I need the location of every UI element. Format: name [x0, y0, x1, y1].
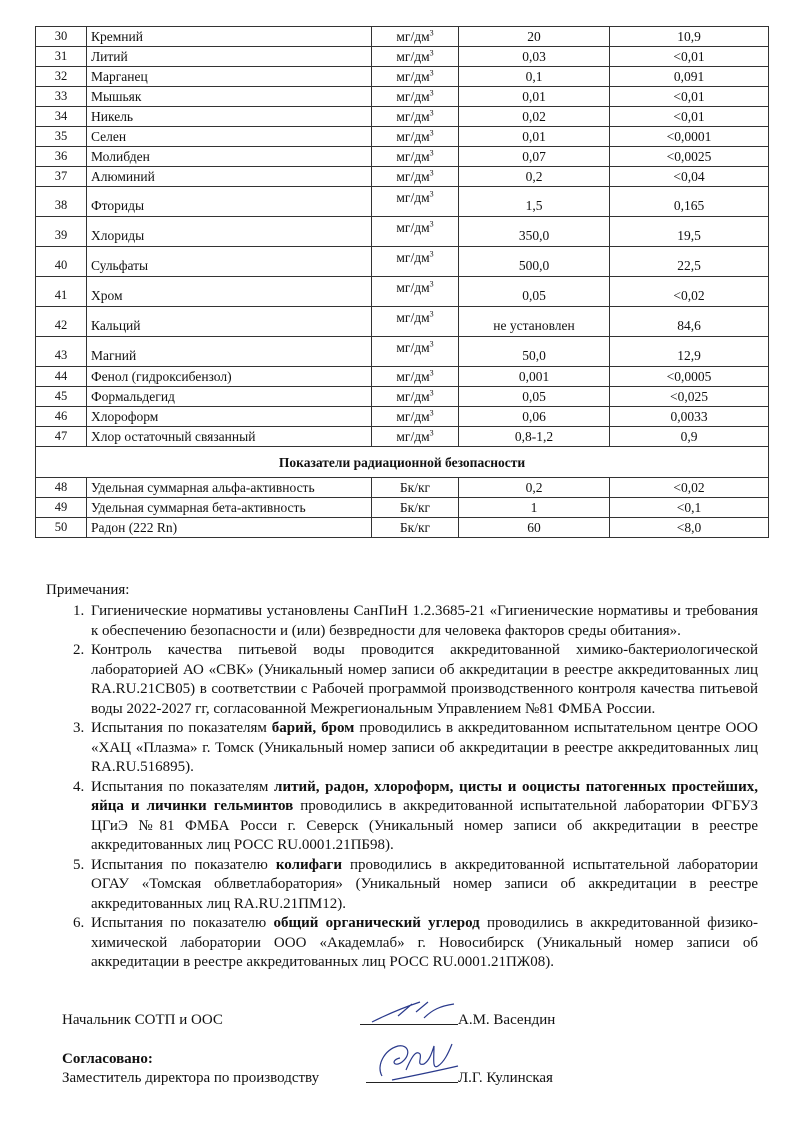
unit-cell	[372, 167, 459, 187]
row-number-cell	[36, 47, 87, 67]
result-value-cell	[610, 107, 769, 127]
unit: мг/дм	[396, 89, 430, 104]
result-value-cell	[610, 187, 769, 217]
table-row	[36, 47, 769, 67]
unit: мг/дм	[396, 220, 430, 235]
note-item	[88, 719, 758, 778]
unit-exponent: 3	[429, 408, 434, 418]
note-text-pre: Гигиенические нормативы установлены СанПиН 1.2.3685-21 «Гигиенические нормативы и требования к обеспечению безопасности и (или) безвредности для человека факторов среды обитания».	[91, 603, 758, 639]
indicator-name-cell	[87, 87, 372, 107]
note-text-bold: барий, бром	[271, 720, 355, 736]
indicator-name: Никель	[91, 109, 134, 124]
norm-value-cell	[459, 478, 610, 498]
row-number-cell	[36, 427, 87, 447]
row-number: 31	[54, 49, 68, 63]
unit-exponent: 3	[429, 148, 434, 158]
unit-exponent: 3	[429, 388, 434, 398]
unit: мг/дм	[396, 149, 430, 164]
unit: мг/дм	[396, 129, 430, 144]
notes-title: Примечания:	[46, 582, 130, 598]
norm-value-cell	[459, 307, 610, 337]
note-text-pre: Контроль качества питьевой воды проводится аккредитованной химико-бактериологической лабораторией АО «СВК» (Уникальный номер записи об аккредитации в реестре аккредитованных лиц RA.RU.21СВ05) в соответствии с Рабочей программой производственного контроля качества питьевой воды 2022-2027 гг, согласованной Межрегиональным Управлением №81 ФМБА России.	[91, 642, 758, 717]
unit-exponent: 3	[429, 309, 434, 319]
result-value-cell	[610, 307, 769, 337]
unit-cell	[372, 87, 459, 107]
result-value: 84,6	[677, 318, 701, 333]
unit-exponent: 3	[429, 368, 434, 378]
row-number: 32	[54, 69, 68, 83]
row-number: 40	[54, 258, 68, 272]
unit-cell	[372, 147, 459, 167]
norm-value-cell	[459, 27, 610, 47]
result-value-cell	[610, 27, 769, 47]
result-value-cell	[610, 367, 769, 387]
indicator-name: Кальций	[91, 318, 141, 333]
unit-cell	[372, 498, 459, 518]
row-number: 45	[54, 389, 68, 403]
indicator-name: Фториды	[91, 198, 145, 213]
unit-exponent: 3	[429, 189, 434, 199]
indicator-name: Молибден	[91, 149, 150, 164]
table-row	[36, 498, 769, 518]
indicator-name: Удельная суммарная бета-активность	[91, 500, 306, 515]
unit-cell	[372, 187, 459, 217]
indicator-name-cell	[87, 498, 372, 518]
norm-value: 0,01	[522, 89, 546, 104]
unit: мг/дм	[396, 69, 430, 84]
row-number-cell	[36, 217, 87, 247]
result-value: <0,1	[676, 500, 702, 515]
norm-value-cell	[459, 498, 610, 518]
table-row	[36, 478, 769, 498]
result-value: <0,0005	[666, 369, 712, 384]
unit: мг/дм	[396, 190, 430, 205]
indicator-name-cell	[87, 127, 372, 147]
table-body	[36, 27, 769, 538]
note-text-pre: Испытания по показателю	[91, 856, 276, 873]
row-number: 50	[54, 520, 68, 534]
norm-value-cell	[459, 127, 610, 147]
unit: Бк/кг	[399, 520, 431, 535]
result-value: <0,0001	[666, 129, 712, 144]
row-number: 44	[54, 369, 68, 383]
section-title: Показатели радиационной безопасности	[36, 447, 769, 478]
row-number-cell	[36, 498, 87, 518]
row-number: 37	[54, 169, 68, 183]
deputy-signature	[372, 1036, 462, 1086]
row-number-cell	[36, 307, 87, 337]
table-row	[36, 427, 769, 447]
result-value: <0,0025	[666, 149, 712, 164]
unit-exponent: 3	[429, 279, 434, 289]
unit-cell	[372, 337, 459, 367]
indicator-name: Хлориды	[91, 228, 145, 243]
unit: мг/дм	[396, 49, 430, 64]
indicator-name: Хлороформ	[91, 409, 159, 424]
norm-value-cell	[459, 518, 610, 538]
row-number: 34	[54, 109, 68, 123]
indicator-name-cell	[87, 147, 372, 167]
norm-value-cell	[459, 247, 610, 277]
result-value-cell	[610, 247, 769, 277]
approved-label: Согласовано:	[62, 1051, 153, 1067]
note-text-bold: литий, радон, хлороформ, цисты и ооцисты патогенных простейших, яйца и личинки гельминтов	[91, 778, 758, 814]
result-value: 0,165	[673, 198, 705, 213]
unit: мг/дм	[396, 310, 430, 325]
result-value-cell	[610, 167, 769, 187]
note-item	[88, 778, 758, 856]
row-number-cell	[36, 67, 87, 87]
norm-value: 60	[527, 520, 541, 535]
norm-value-cell	[459, 107, 610, 127]
norm-value-cell	[459, 277, 610, 307]
table-row	[36, 518, 769, 538]
row-number: 41	[54, 288, 68, 302]
unit: мг/дм	[396, 109, 430, 124]
result-value: 12,9	[677, 348, 701, 363]
indicator-name: Удельная суммарная альфа-активность	[91, 480, 315, 495]
head-signature	[368, 996, 458, 1026]
unit: Бк/кг	[399, 500, 431, 515]
result-value: 0,0033	[670, 409, 708, 424]
note-text-bold: общий органический углерод	[273, 915, 480, 931]
row-number-cell	[36, 407, 87, 427]
norm-value: 0,2	[525, 169, 543, 184]
result-value: 0,9	[680, 429, 698, 444]
unit-exponent: 3	[429, 168, 434, 178]
unit-cell	[372, 407, 459, 427]
notes-list	[46, 602, 758, 973]
result-value-cell	[610, 498, 769, 518]
unit-exponent: 3	[429, 128, 434, 138]
table-row	[36, 27, 769, 47]
norm-value-cell	[459, 387, 610, 407]
result-value-cell	[610, 478, 769, 498]
note-item	[88, 856, 758, 915]
unit-exponent: 3	[429, 48, 434, 58]
table-row	[36, 127, 769, 147]
norm-value: 0,02	[522, 109, 546, 124]
norm-value: 0,06	[522, 409, 546, 424]
note-text-post: проводились в аккредитованной испытательной лаборатории ОГАУ «Томская облветлаборатория» (Уникальный номер записи об аккредитации в реестре аккредитованных лиц RA.RU.21ПМ12).	[91, 856, 758, 912]
indicator-name-cell	[87, 478, 372, 498]
unit-cell	[372, 427, 459, 447]
table-row	[36, 307, 769, 337]
note-text-pre: Испытания по показателям	[91, 778, 275, 795]
unit: мг/дм	[396, 429, 430, 444]
norm-value: 1	[530, 500, 538, 515]
row-number: 38	[54, 198, 68, 212]
indicator-name-cell	[87, 67, 372, 87]
row-number-cell	[36, 107, 87, 127]
unit-cell	[372, 27, 459, 47]
head-title: Начальник СОТП и ООС	[62, 1012, 223, 1028]
indicator-name: Кремний	[91, 29, 143, 44]
unit: мг/дм	[396, 169, 430, 184]
norm-value-cell	[459, 67, 610, 87]
result-value-cell	[610, 217, 769, 247]
row-number: 42	[54, 318, 68, 332]
result-value-cell	[610, 337, 769, 367]
note-item	[88, 602, 758, 641]
note-text-pre: Испытания по показателям	[91, 720, 272, 736]
indicator-name: Селен	[91, 129, 127, 144]
row-number-cell	[36, 478, 87, 498]
result-value: <0,04	[673, 169, 705, 184]
row-number: 30	[54, 29, 68, 43]
norm-value: 1,5	[525, 198, 543, 213]
indicator-name-cell	[87, 427, 372, 447]
row-number: 33	[54, 89, 68, 103]
unit-cell	[372, 217, 459, 247]
row-number-cell	[36, 367, 87, 387]
result-value-cell	[610, 387, 769, 407]
table-row	[36, 167, 769, 187]
result-value: <0,01	[673, 109, 705, 124]
indicator-name-cell	[87, 217, 372, 247]
result-value-cell	[610, 47, 769, 67]
indicator-name: Мышьяк	[91, 89, 142, 104]
deputy-name: Л.Г. Кулинская	[458, 1070, 553, 1086]
table-row	[36, 407, 769, 427]
result-value: <0,02	[673, 288, 705, 303]
unit: мг/дм	[396, 409, 430, 424]
indicator-name: Хлор остаточный связанный	[91, 429, 256, 444]
norm-value: 0,1	[525, 69, 543, 84]
result-value: <0,025	[670, 389, 708, 404]
row-number: 48	[54, 480, 68, 494]
table-row	[36, 277, 769, 307]
indicator-name-cell	[87, 367, 372, 387]
table-row	[36, 337, 769, 367]
table-row	[36, 87, 769, 107]
norm-value-cell	[459, 47, 610, 67]
result-value-cell	[610, 407, 769, 427]
result-value-cell	[610, 67, 769, 87]
row-number-cell	[36, 277, 87, 307]
row-number-cell	[36, 87, 87, 107]
indicator-name-cell	[87, 27, 372, 47]
norm-value-cell	[459, 147, 610, 167]
row-number: 49	[54, 500, 68, 514]
table-row	[36, 217, 769, 247]
indicator-name: Формальдегид	[91, 389, 175, 404]
indicator-name: Алюминий	[91, 169, 155, 184]
indicator-name: Магний	[91, 348, 137, 363]
row-number: 35	[54, 129, 68, 143]
result-value-cell	[610, 127, 769, 147]
unit-exponent: 3	[429, 28, 434, 38]
note-item	[88, 641, 758, 719]
unit-cell	[372, 247, 459, 277]
indicator-name-cell	[87, 307, 372, 337]
norm-value-cell	[459, 87, 610, 107]
norm-value: 0,07	[522, 149, 546, 164]
unit-exponent: 3	[429, 339, 434, 349]
row-number-cell	[36, 147, 87, 167]
norm-value-cell	[459, 407, 610, 427]
unit: Бк/кг	[399, 480, 431, 495]
indicator-name: Радон (222 Rn)	[91, 520, 178, 535]
note-item	[88, 914, 758, 973]
unit-exponent: 3	[429, 68, 434, 78]
indicator-name-cell	[87, 187, 372, 217]
result-value: <8,0	[676, 520, 702, 535]
unit: мг/дм	[396, 389, 430, 404]
result-value: 10,9	[677, 29, 701, 44]
norm-value-cell	[459, 217, 610, 247]
indicator-name: Хром	[91, 288, 123, 303]
result-value-cell	[610, 518, 769, 538]
norm-value: не установлен	[493, 318, 575, 333]
water-quality-table	[35, 26, 769, 538]
row-number-cell	[36, 247, 87, 277]
norm-value-cell	[459, 167, 610, 187]
unit-exponent: 3	[429, 428, 434, 438]
norm-value: 20	[527, 29, 541, 44]
norm-value: 350,0	[518, 228, 550, 243]
indicator-name: Сульфаты	[91, 258, 149, 273]
result-value: <0,01	[673, 49, 705, 64]
indicator-name-cell	[87, 167, 372, 187]
unit-cell	[372, 518, 459, 538]
unit-cell	[372, 277, 459, 307]
result-value: <0,01	[673, 89, 705, 104]
indicator-name-cell	[87, 47, 372, 67]
unit: мг/дм	[396, 369, 430, 384]
indicator-name-cell	[87, 518, 372, 538]
result-value: 0,091	[673, 69, 705, 84]
row-number-cell	[36, 127, 87, 147]
indicator-name-cell	[87, 337, 372, 367]
unit-cell	[372, 367, 459, 387]
row-number-cell	[36, 167, 87, 187]
table-row	[36, 187, 769, 217]
norm-value-cell	[459, 427, 610, 447]
norm-value-cell	[459, 337, 610, 367]
notes-block	[46, 580, 758, 973]
row-number-cell	[36, 518, 87, 538]
norm-value: 0,05	[522, 288, 546, 303]
row-number: 46	[54, 409, 68, 423]
norm-value: 0,001	[518, 369, 550, 384]
head-name: А.М. Васендин	[458, 1012, 556, 1028]
unit: мг/дм	[396, 29, 430, 44]
unit-cell	[372, 387, 459, 407]
unit-cell	[372, 127, 459, 147]
indicator-name: Фенол (гидроксибензол)	[91, 369, 232, 384]
norm-value: 0,2	[525, 480, 543, 495]
row-number-cell	[36, 27, 87, 47]
indicator-name-cell	[87, 107, 372, 127]
norm-value-cell	[459, 367, 610, 387]
norm-value: 0,05	[522, 389, 546, 404]
note-text-post: проводились в аккредитованной физико-химической лаборатории ООО «Академлаб» г. Новосибирск (Уникальный номер записи об аккредитации в реестре аккредитованных лиц РОСС RU.0001.21ПЖ08).	[91, 915, 758, 970]
table-row	[36, 67, 769, 87]
result-value: <0,02	[673, 480, 705, 495]
result-value: 19,5	[677, 228, 701, 243]
indicator-name-cell	[87, 277, 372, 307]
table-row	[36, 247, 769, 277]
result-value: 22,5	[677, 258, 701, 273]
result-value-cell	[610, 427, 769, 447]
unit: мг/дм	[396, 280, 430, 295]
indicator-name: Литий	[91, 49, 128, 64]
norm-value: 0,01	[522, 129, 546, 144]
table-row	[36, 387, 769, 407]
unit-exponent: 3	[429, 219, 434, 229]
unit-cell	[372, 67, 459, 87]
note-text-post: проводились в аккредитованной испытательной лаборатории ФГБУЗ ЦГиЭ №81 ФМБА Росси г. Северск (Уникальный номер записи об аккредитации в реестре аккредитованных лиц РОСС RU.0001.21ПБ98).	[91, 798, 758, 853]
row-number-cell	[36, 337, 87, 367]
unit-exponent: 3	[429, 88, 434, 98]
table-row	[36, 107, 769, 127]
norm-value: 0,03	[522, 49, 546, 64]
norm-value: 50,0	[522, 348, 546, 363]
unit-exponent: 3	[429, 249, 434, 259]
deputy-title: Заместитель директора по производству	[62, 1070, 320, 1086]
result-value-cell	[610, 277, 769, 307]
note-text-post: проводились в аккредитованном испытательном центре ООО «ХАЦ «Плазма» г. Томск (Уникальный номер записи об аккредитации в реестре аккредитованных лиц RA.RU.516895).	[91, 720, 758, 775]
row-number-cell	[36, 187, 87, 217]
indicator-name: Марганец	[91, 69, 148, 84]
indicator-name-cell	[87, 387, 372, 407]
result-value-cell	[610, 147, 769, 167]
row-number: 43	[54, 348, 68, 362]
unit: мг/дм	[396, 340, 430, 355]
norm-value: 0,8-1,2	[514, 429, 554, 444]
table-row	[36, 147, 769, 167]
row-number: 36	[54, 149, 68, 163]
section-header-row	[36, 447, 769, 478]
unit-cell	[372, 307, 459, 337]
unit: мг/дм	[396, 250, 430, 265]
result-value-cell	[610, 87, 769, 107]
unit-cell	[372, 107, 459, 127]
row-number-cell	[36, 387, 87, 407]
unit-cell	[372, 478, 459, 498]
indicator-name-cell	[87, 247, 372, 277]
unit-exponent: 3	[429, 108, 434, 118]
table-row	[36, 367, 769, 387]
norm-value-cell	[459, 187, 610, 217]
row-number: 39	[54, 228, 68, 242]
note-text-pre: Испытания по показателю	[91, 915, 274, 931]
note-text-bold: колифаги	[275, 856, 342, 873]
row-number: 47	[54, 429, 68, 443]
indicator-name-cell	[87, 407, 372, 427]
unit-cell	[372, 47, 459, 67]
norm-value: 500,0	[518, 258, 550, 273]
